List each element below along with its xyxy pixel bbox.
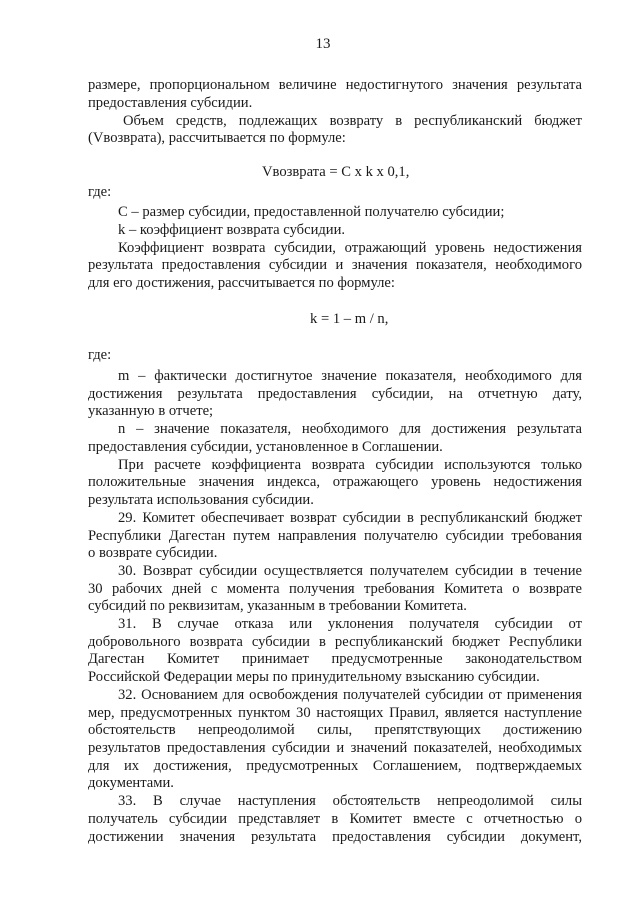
- text-line: положительные значения индекса, отражающего уровень недостижения: [88, 474, 582, 490]
- text-line: результата предоставления субсидии и значения показателя, необходимого: [88, 257, 582, 273]
- page-number: 13: [315, 36, 331, 52]
- text-line: 29. Комитет обеспечивает возврат субсидии в республиканский бюджет: [118, 510, 582, 526]
- text-line: о возврате субсидии.: [88, 545, 218, 561]
- text-line: результатов предоставления субсидии и значений показателей, необходимых: [88, 740, 582, 756]
- text-line: 32. Основанием для освобождения получателей субсидии от применения: [118, 687, 582, 703]
- formula: Vвозврата = С х k х 0,1,: [262, 164, 410, 180]
- text-line: Коэффициент возврата субсидии, отражающий уровень недостижения: [118, 240, 582, 256]
- text-line: Дагестан Комитет принимает предусмотренные законодательством: [88, 651, 582, 667]
- text-line: указанную в отчете;: [88, 403, 214, 419]
- text-line: n – значение показателя, необходимого для достижения результата: [118, 421, 582, 437]
- text-line: 30 рабочих дней с момента получения требования Комитета о возврате: [88, 581, 582, 597]
- text-line: 30. Возврат субсидии осуществляется получателем субсидии в течение: [118, 563, 582, 579]
- text-line: субсидий по реквизитам, указанным в требовании Комитета.: [88, 598, 467, 614]
- text-line: предоставления субсидии, установленное в Соглашении.: [88, 439, 443, 455]
- text-line: С – размер субсидии, предоставленной получателю субсидии;: [118, 204, 505, 220]
- text-line: k – коэффициент возврата субсидии.: [118, 222, 346, 238]
- text-line: (Vвозврата), рассчитывается по формуле:: [88, 130, 346, 146]
- text-line: Российской Федерации меры по принудительному взысканию субсидии.: [88, 669, 540, 685]
- text-line: обстоятельств непреодолимой силы, препятствующих достижению: [88, 722, 582, 738]
- text-line: m – фактически достигнутое значение показателя, необходимого для: [118, 368, 582, 384]
- text-line: Республики Дагестан путем направления получателю субсидии требования: [88, 528, 582, 544]
- text-line: где:: [88, 347, 112, 363]
- text-line: результата использования субсидии.: [88, 492, 314, 508]
- text-line: размере, пропорциональном величине недостигнутого значения результата: [88, 77, 582, 93]
- text-line: При расчете коэффициента возврата субсидии используются только: [118, 457, 582, 473]
- text-line: для их достижения, предусмотренных Соглашением, подтверждаемых: [88, 758, 582, 774]
- text-line: достижении значения результата предоставления субсидии документ,: [88, 829, 582, 845]
- text-line: мер, предусмотренных пунктом 30 настоящих Правил, является наступление: [88, 705, 582, 721]
- text-line: получатель субсидии представляет в Комитет вместе с отчетностью о: [88, 811, 582, 827]
- text-line: документами.: [88, 775, 174, 791]
- text-line: Объем средств, подлежащих возврату в республиканский бюджет: [123, 113, 582, 129]
- text-line: 31. В случае отказа или уклонения получателя субсидии от: [118, 616, 582, 632]
- text-line: предоставления субсидии.: [88, 95, 253, 111]
- formula: k = 1 – m / n,: [310, 311, 389, 327]
- text-line: достижения результата предоставления субсидии, на отчетную дату,: [88, 386, 582, 402]
- text-line: 33. В случае наступления обстоятельств непреодолимой силы: [118, 793, 582, 809]
- text-line: где:: [88, 184, 112, 200]
- text-line: для его достижения, рассчитывается по формуле:: [88, 275, 395, 291]
- text-line: добровольного возврата субсидии в республиканский бюджет Республики: [88, 634, 582, 650]
